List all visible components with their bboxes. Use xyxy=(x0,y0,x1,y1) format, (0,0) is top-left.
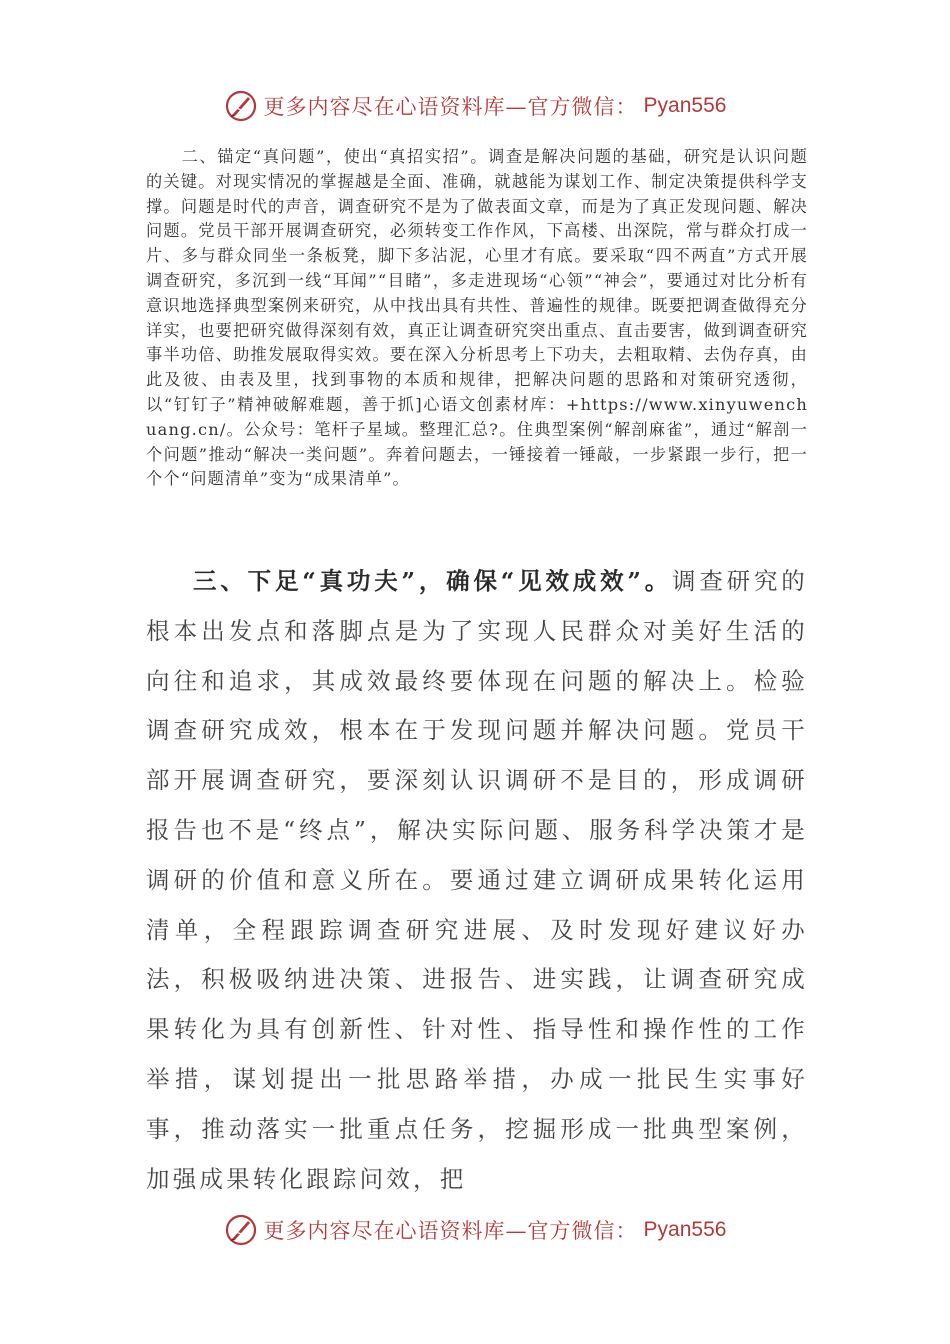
quill-logo-icon xyxy=(224,1213,258,1247)
footer-banner-wechat-id: Pyan556 xyxy=(643,1218,727,1241)
section-three-paragraph xyxy=(146,557,808,1204)
section-three-heading: 三、下足“真功夫”，确保“见效成效”。 xyxy=(193,567,673,595)
header-banner xyxy=(0,86,950,126)
header-banner-text: 更多内容尽在心语资料库—官方微信： xyxy=(263,95,638,119)
section-three-body: 调查研究的根本出发点和落脚点是为了实现人民群众对美好生活的向往和追求，其成效最终要体现在问题的解决上。检验调查研究成效，根本在于发现问题并解决问题。党员干部开展调查研究，要深刻认识调研不是目的，形成调研报告也不是“终点”，解决实际问题、服务科学决策才是调研的价值和意义所在。要通过建立调研成果转化运用清单，全程跟踪调查研究进展、及时发现好建议好办法，积极吸纳进决策、进报告、进实践，让调查研究成果转化为具有创新性、针对性、指导性和操作性的工作举措，谋划提出一批思路举措，办成一批民生实事好事，推动落实一批重点任务，挖掘形成一批典型案例，加强成果转化跟踪问效，把 xyxy=(146,567,809,1193)
quill-logo-icon xyxy=(224,89,258,123)
footer-banner xyxy=(0,1210,950,1250)
footer-banner-text: 更多内容尽在心语资料库—官方微信： xyxy=(263,1219,638,1243)
section-two-paragraph: 二、锚定“真问题”，使出“真招实招”。调查是解决问题的基础，研究是认识问题的关键。对现实情况的掌握越是全面、准确，就越能为谋划工作、制定决策提供科学支撑。问题是时代的声音，调查研究不是为了做表面文章，而是为了真正发现问题、解决问题。党员干部开展调查研究，必须转变工作作风，下高楼、出深院，常与群众打成一片、多与群众同坐一条板凳，脚下多沾泥，心里才有底。要采取“四不两直”方式开展调查研究，多沉到一线“耳闻”“目睹”，多走进现场“心领”“神会”，要通过对比分析有意识地选择典型案例来研究，从中找出具有共性、普遍性的规律。既要把调查做得充分详实，也要把研究做得深刻有效，真正让调查研究突出重点、直击要害，做到调查研究事半功倍、助推发展取得实效。要在深入分析思考上下功夫，去粗取精、去伪存真，由此及彼、由表及里，找到事物的本质和规律，把解决问题的思路和对策研究透彻，以“钉钉子”精神破解难题，善于抓]心语文创素材库：+https://www.xinyuwenchuang.cn/。公众号：笔杆子星域。整理汇总?。住典型案例“解剖麻雀”，通过“解剖一个问题”推动“解决一类问题”。奔着问题去，一锤接着一锤敲，一步紧跟一步行，把一个个“问题清单”变为“成果清单”。 xyxy=(146,147,808,489)
header-banner-wechat-id: Pyan556 xyxy=(643,94,727,117)
